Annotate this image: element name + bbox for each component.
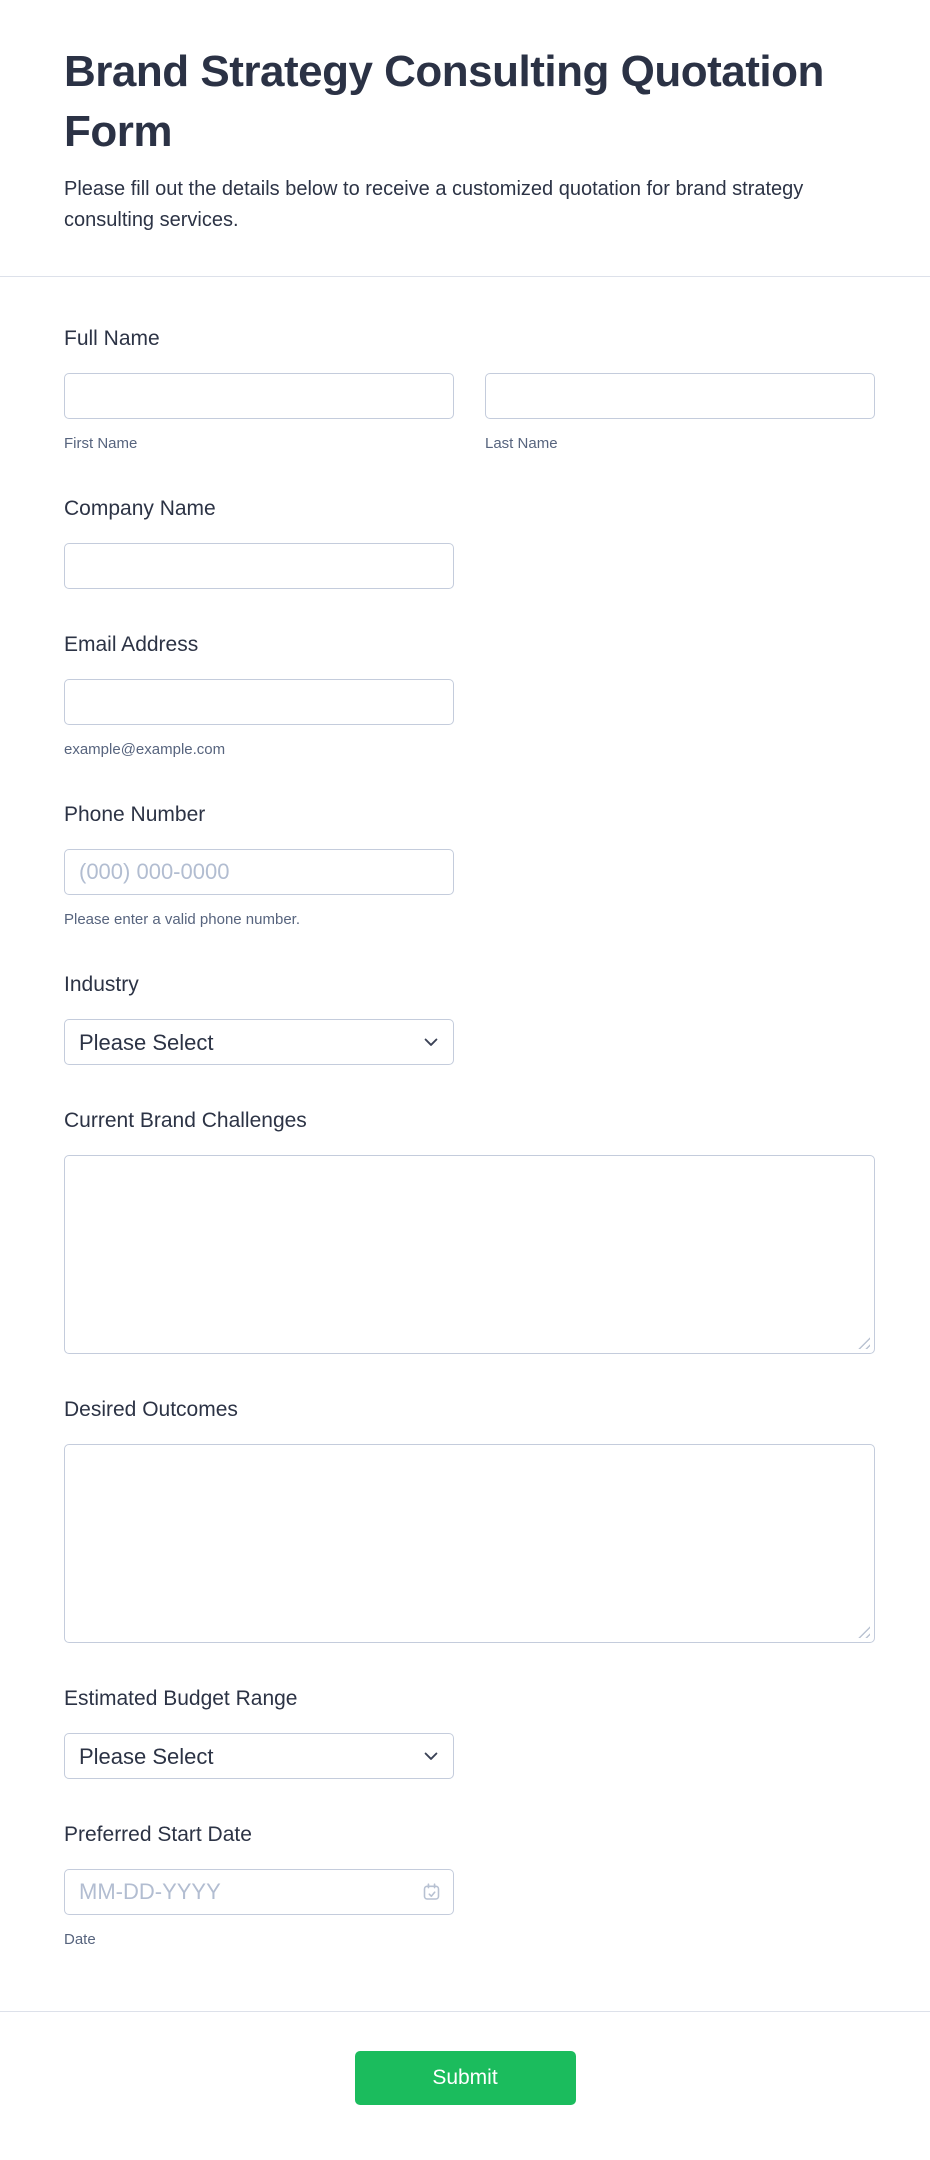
- question-full-name: [64, 325, 875, 453]
- email-label: Email Address: [64, 633, 199, 656]
- last-name-input[interactable]: [485, 373, 875, 419]
- question-company-name: [64, 495, 875, 589]
- question-brand-challenges: [64, 1107, 875, 1354]
- question-industry: [64, 971, 875, 1065]
- budget-range-label: Estimated Budget Range: [64, 1687, 298, 1710]
- first-name-sublabel: First Name: [64, 435, 138, 452]
- question-email: [64, 631, 875, 759]
- email-sublabel: example@example.com: [64, 741, 226, 758]
- industry-select[interactable]: [64, 1019, 454, 1065]
- submit-button[interactable]: Submit: [355, 2051, 576, 2105]
- phone-input[interactable]: [64, 849, 454, 895]
- company-name-input[interactable]: [64, 543, 454, 589]
- calendar-check-icon[interactable]: [421, 1882, 442, 1903]
- company-name-label: Company Name: [64, 497, 216, 520]
- last-name-column: [485, 373, 875, 453]
- first-name-column: [64, 373, 454, 453]
- budget-range-select[interactable]: [64, 1733, 454, 1779]
- desired-outcomes-label: Desired Outcomes: [64, 1398, 238, 1421]
- form-header: [0, 0, 930, 276]
- email-input[interactable]: [64, 679, 454, 725]
- question-phone: [64, 801, 875, 929]
- last-name-sublabel: Last Name: [485, 435, 558, 452]
- page-title: Brand Strategy Consulting Quotation Form: [64, 47, 824, 156]
- page-subtitle: Please fill out the details below to receive a customized quotation for brand strategy consulting services.: [64, 178, 804, 231]
- start-date-input[interactable]: [64, 1869, 454, 1915]
- question-budget-range: [64, 1685, 875, 1779]
- industry-label: Industry: [64, 973, 139, 996]
- phone-label: Phone Number: [64, 803, 206, 826]
- question-desired-outcomes: [64, 1396, 875, 1643]
- brand-challenges-textarea[interactable]: [64, 1155, 875, 1354]
- submit-section: [0, 2012, 930, 2160]
- desired-outcomes-textarea[interactable]: [64, 1444, 875, 1643]
- start-date-sublabel: Date: [64, 1931, 96, 1948]
- first-name-input[interactable]: [64, 373, 454, 419]
- start-date-label: Preferred Start Date: [64, 1823, 252, 1846]
- brand-challenges-label: Current Brand Challenges: [64, 1109, 307, 1132]
- question-start-date: [64, 1821, 875, 1949]
- phone-sublabel: Please enter a valid phone number.: [64, 911, 300, 928]
- form-fields: [0, 277, 930, 2011]
- full-name-label: Full Name: [64, 327, 160, 350]
